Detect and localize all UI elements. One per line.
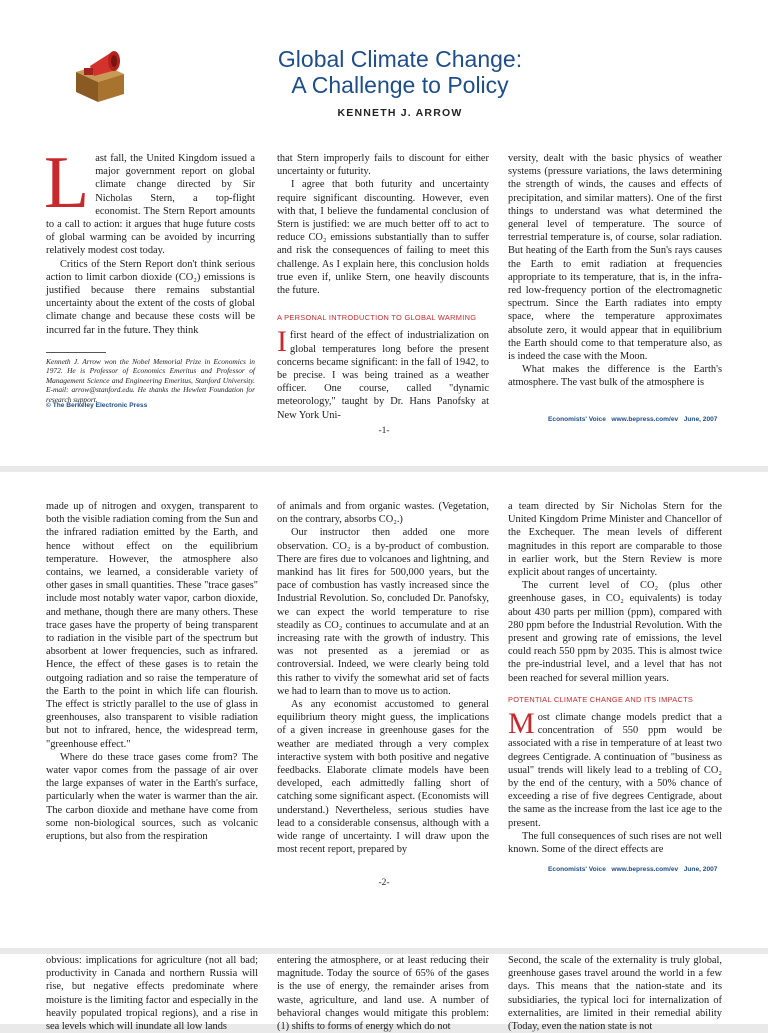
- paragraph: The current level of CO₂ (plus other greenhouse gases, in CO₂ equivalents) is today about 430 parts per million (ppm), compared with 280 ppm before the Industrial Revolution. With the present and growing rate of emissions, the level could reach 550 ppm by 2035. This is almost twice the pre-industrial level, and a level that has not been reached for several million years.: [508, 580, 722, 684]
- page-2: [0, 472, 768, 948]
- paragraph: Where do these trace gases come from? The water vapor comes from the passage of air over the large expanses of water in the Earth's surface, particularly when the water is warmer than the air. The carbon dioxide and methane have come from some non-biological sources, such as volcanic eruptions, but also from the respiration: [46, 751, 258, 843]
- author-name: KENNETH J. ARROW: [337, 107, 463, 119]
- drop-cap: I: [277, 325, 287, 359]
- paragraph: that Stern improperly fails to discount for either uncertainty or futurity.: [277, 153, 489, 178]
- page-3: [0, 948, 768, 1033]
- column-1: [46, 500, 258, 896]
- drop-cap: L: [44, 142, 90, 224]
- journal-footer: [548, 416, 717, 423]
- column-3: [508, 500, 722, 896]
- column-2: [277, 152, 489, 421]
- title-line-2: A Challenge to Policy: [291, 72, 509, 98]
- page-number: -2-: [378, 878, 390, 888]
- column-2: [277, 954, 489, 1033]
- paragraph: versity, dealt with the basic physics of weather systems (pressure variations, the laws determining the strength of winds, the causes and effects of precipitation, and similar matters). One of the first things to understand was what determined the general level of temperature. The source of terrestrial temperature is, of course, solar radiation. But heating of the Earth from the Sun's rays causes the Earth to emit radiation at frequencies appropriate to its temperature, that is, in the infra-red low-frequency portion of the electromagnetic spectrum. Since the Earth radiates into empty space, where the temperature approximates absolute zero, it would appear that in equilibrium the Earth should come to that temperature also, as is indeed the case with the Moon.: [508, 153, 722, 363]
- column-3: [508, 954, 722, 1033]
- journal-name: Economists' Voice: [548, 416, 606, 423]
- paragraph: I agree that both futurity and uncertainty require significant discounting. However, even with that, I believe the fundamental conclusion of Stern is justified: we are much better off to act to reduce CO₂ emissions substantially than to suffer and risk the consequences of failing to meet this challenge. As I explain here, this conclusion holds true even if, unlike Stern, one heavily discounts the future.: [277, 179, 489, 297]
- paragraph: of animals and from organic wastes. (Vegetation, on the contrary, absorbs CO₂.): [277, 501, 489, 526]
- paragraph: The full consequences of such rises are not well known. Some of the direct effects are: [508, 830, 722, 856]
- column-2: [277, 500, 489, 896]
- column-1: [46, 954, 258, 1033]
- paragraph: a team directed by Sir Nicholas Stern for the United Kingdom Prime Minister and Chancellor of the Exchequer. The mean levels of different magnitudes in this report are comparable to those in earlier work, but the Stern Review is more explicit about ranges of uncertainty.: [508, 501, 722, 579]
- journal-date: June, 2007: [683, 416, 718, 423]
- section-heading: POTENTIAL CLIMATE CHANGE AND ITS IMPACTS: [508, 694, 694, 704]
- paragraph: first heard of the effect of industrialization on global temperatures long before the present concerns became significant: in the fall of 1942, to be precise. I was being trained as a weather officer. One course, called "dynamic meteorology," taught by Dr. Hans Panofsky at New York Uni-: [277, 330, 489, 421]
- paragraph: obvious: implications for agriculture (not all bad; productivity in Canada and northern Russia will rise, but negative effects predominate where moisture is the limiting factor and especially in the heavily populated tropical regions), and a rise in sea levels which will inundate all low lands: [46, 955, 258, 1033]
- section-heading: A PERSONAL INTRODUCTION TO GLOBAL WARMING: [277, 313, 477, 323]
- paragraph: ost climate change models predict that a concentration of 550 ppm would be associated with a rise in temperature of at least two degrees Centigrade. A continuation of "business as usual" trends will likely lead to a trebling of CO₂ by the end of the century, with a 50% chance of exceeding a rise of five degrees Centigrade, about the same as the increase from the last ice age to the present.: [508, 712, 722, 829]
- page-number: -1-: [378, 426, 390, 436]
- paragraph: Critics of the Stern Report don't think serious action to limit carbon dioxide (CO₂) emissions is justified because there remains substantial uncertainty about the extent of the costs of global climate change and because these costs will be incurred far in the future. They think: [46, 258, 255, 336]
- column-1: [44, 142, 255, 348]
- journal-footer: [548, 866, 717, 873]
- paragraph: made up of nitrogen and oxygen, transparent to both the visible radiation coming from the Sun and the infrared radiation emitted by the Earth, and hence without effect on the equilibrium temperature. However, the atmosphere also contains, we learned, a considerable variety of other gases in small quantities. These "trace gases" include most notably water vapor, carbon dioxide, and methane, though there are many others. These trace gases have the property of being transparent to radiation in the visible part of the spectrum but absorbent at lower frequencies, such as infrared. Hence, the effect of these gases is to retain the outgoing radiation and so raise the temperature of the Earth to the point in which life can flourish. The effect is strictly parallel to the use of glass in greenhouses, also transparent to visible radiation but not to infrared, hence, the widespread term, "greenhouse effect.": [46, 501, 258, 750]
- column-3: [508, 152, 722, 417]
- drop-cap: M: [508, 707, 535, 741]
- paragraph: entering the atmosphere, or at least reducing their magnitude. Today the source of 65% of the gases is the use of energy, the remainder arises from waste, agriculture, and land use. A number of behavioral changes would mitigate this problem: (1) shifts to forms of energy which do not: [277, 955, 489, 1033]
- paragraph: Our instructor then added one more observation. CO₂ is a by-product of combustion. There are fires due to volcanoes and lightning, and mankind has lit fires for 500,000 years, but the pace of combustion has vastly increased since the Industrial Revolution. So, concluded Dr. Panofsky, we can expect the world temperature to rise steadily as CO₂ continues to accumulate and at an increasing rate with the growth of industry. This was not presented as a jeremiad or as controversial. Indeed, we were clearly being told this rather to vivify the somewhat arid set of facts we had to learn than to move us to action.: [277, 527, 489, 697]
- paragraph: What makes the difference is the Earth's atmosphere. The vast bulk of the atmosphere is: [508, 364, 722, 389]
- megaphone-logo-icon: [72, 46, 132, 104]
- paragraph: Second, the scale of the externality is truly global, greenhouse gases travel around the world in a few days. This means that the nation-state and its subsidiaries, the typical loci for internalization of externalities, are limited in their remedial ability (Today, even the nation state is not: [508, 955, 722, 1033]
- title-line-1: Global Climate Change:: [277, 46, 523, 72]
- paragraph: ast fall, the United Kingdom issued a major government report on global climate change directed by Sir Nicholas Stern, a top-flight economist. The Stern Report amounts to a call to action: it argues that huge future costs of global warming can be avoided by incurring relatively modest cost today.: [46, 153, 255, 257]
- author-footnote: Kenneth J. Arrow won the Nobel Memorial Prize in Economics in 1972. He is Professor of Economics Emeritus and Professor of Management Science and Engineering Emeritus, Stanford University. E-mail: arrow@stanford.edu. He thanks the Hewlett Foundation for research support.: [46, 357, 255, 404]
- publisher-credit: © The Berkeley Electronic Press: [46, 402, 148, 409]
- journal-name: Economists' Voice: [548, 866, 606, 873]
- footnote-rule: [46, 352, 106, 353]
- journal-url[interactable]: www.bepress.com/ev: [611, 866, 679, 873]
- page-1: [0, 0, 768, 466]
- journal-date: June, 2007: [683, 866, 718, 873]
- journal-url[interactable]: www.bepress.com/ev: [611, 416, 679, 423]
- paragraph: As any economist accustomed to general equilibrium theory might guess, the implications of a given increase in greenhouse gases for the weather are mediated through a very complex interactive system with both positive and negative feedbacks. Elaborate climate models have been developed, each admittedly falling short of catching some significant aspect. (Economists will understand.) Nevertheless, serious studies have lead to a considerable consensus, although with a wide range of uncertainty. I will draw upon the most recent report, prepared by: [277, 699, 489, 856]
